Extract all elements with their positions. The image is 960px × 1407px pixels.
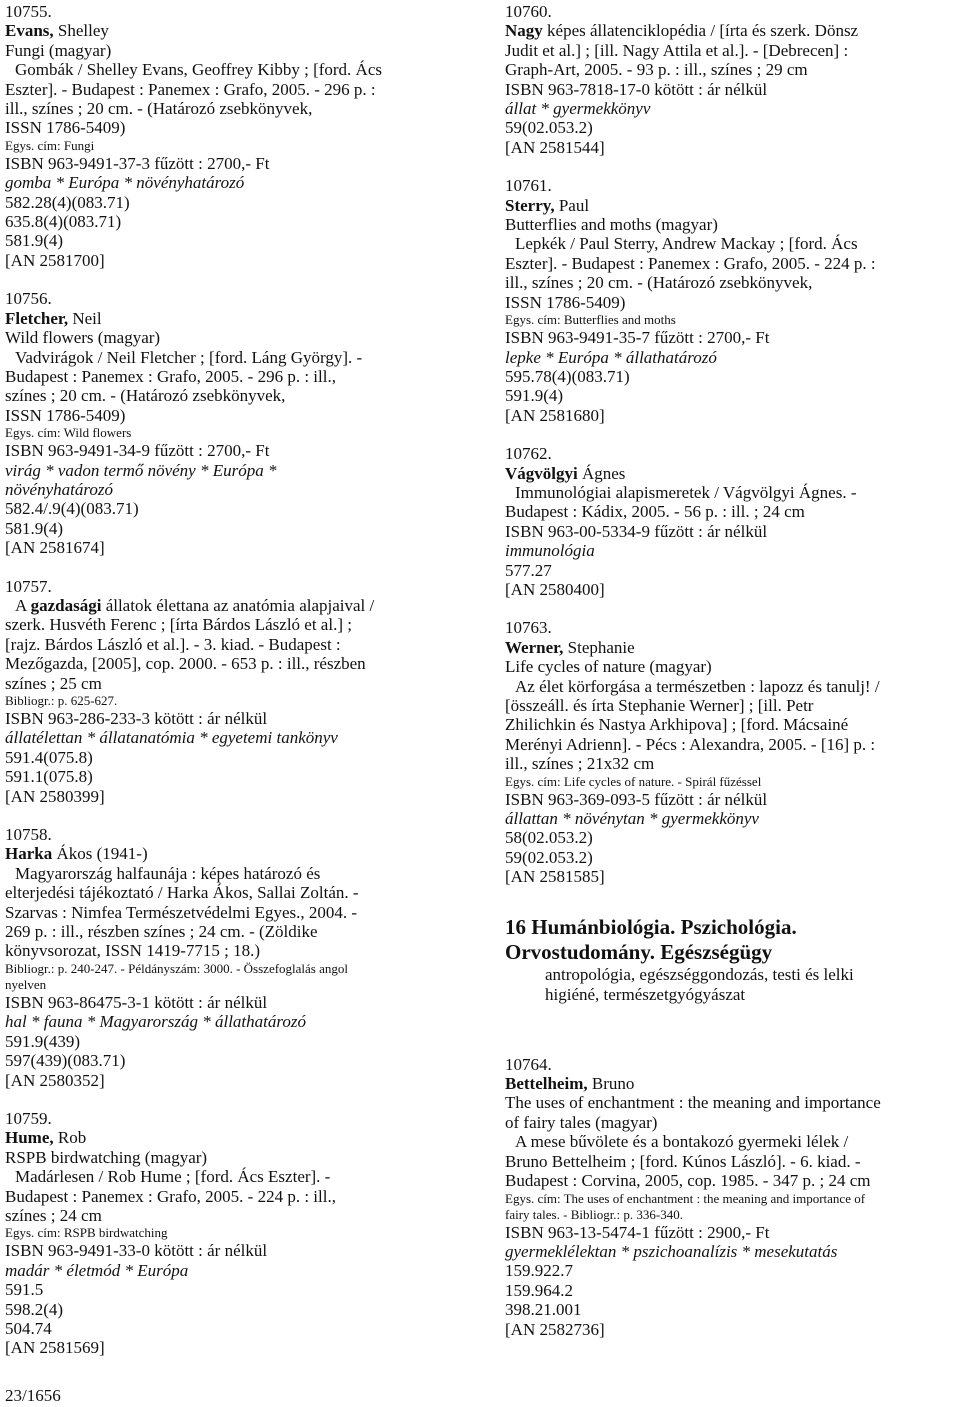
accession-number: [AN 2580400] bbox=[505, 579, 605, 599]
classification: 581.9(4) bbox=[5, 231, 64, 251]
record-10759 bbox=[5, 1109, 465, 1358]
original-title: Wild flowers (magyar) bbox=[5, 328, 161, 348]
subjects: madár * életmód * Európa bbox=[5, 1260, 189, 1280]
record-number: 10764. bbox=[505, 1054, 552, 1074]
record-number: 10755. bbox=[5, 2, 52, 21]
note: Bibliogr.: p. 625-627. bbox=[5, 693, 118, 708]
imprint-line: Graph-Art, 2005. - 93 p. : ill., színes ; 29 cm bbox=[505, 60, 808, 80]
classification: 591.9(439) bbox=[5, 1031, 81, 1051]
imprint-line: Eszter]. - Budapest : Panemex : Grafo, 2005. - 296 p. : bbox=[5, 79, 376, 99]
record-number: 10757. bbox=[5, 576, 52, 596]
imprint-line: Budapest : Panemex : Grafo, 2005. - 296 p. : ill., bbox=[5, 366, 336, 386]
isbn: ISBN 963-00-5334-9 fűzött : ár nélkül bbox=[505, 521, 768, 541]
author: Harka Ákos (1941-) bbox=[5, 844, 148, 864]
isbn: ISBN 963-9491-33-0 kötött : ár nélkül bbox=[5, 1241, 268, 1261]
record-10763 bbox=[505, 618, 957, 886]
subjects: állat * gyermekkönyv bbox=[505, 99, 651, 119]
record-number: 10759. bbox=[5, 1108, 52, 1128]
subjects: immunológia bbox=[505, 541, 595, 561]
note: Egys. cím: Life cycles of nature. - Spirál fűzéssel bbox=[505, 773, 762, 789]
subjects: lepke * Európa * állathatározó bbox=[505, 347, 717, 367]
imprint-line: Budapest : Corvina, 2005, cop. 1985. - 347 p. ; 24 cm bbox=[505, 1171, 871, 1191]
accession-number: [AN 2581585] bbox=[505, 867, 605, 887]
title-line: Magyarország halfaunája : képes határozó és bbox=[15, 863, 321, 883]
accession-number: [AN 2581680] bbox=[505, 405, 605, 425]
page-number: 23/1656 bbox=[5, 1386, 61, 1405]
isbn: ISBN 963-7818-17-0 kötött : ár nélkül bbox=[505, 79, 768, 99]
record-10761 bbox=[505, 176, 957, 425]
imprint-line: ill., színes ; 21x32 cm bbox=[505, 754, 655, 774]
original-title: Fungi (magyar) bbox=[5, 40, 112, 60]
note: nyelven bbox=[5, 976, 47, 992]
subjects: gyermeklélektan * pszichoanalízis * mesekutatás bbox=[505, 1241, 838, 1261]
imprint-line: színes ; 25 cm bbox=[5, 673, 102, 693]
record-number: 10758. bbox=[5, 825, 52, 845]
classification: 635.8(4)(083.71) bbox=[5, 212, 122, 232]
classification: 591.9(4) bbox=[505, 386, 564, 406]
classification: 598.2(4) bbox=[5, 1299, 64, 1319]
classification: 591.4(075.8) bbox=[5, 747, 93, 767]
imprint-line: Merényi Adrienn]. - Pécs : Alexandra, 2005. - [16] p. : bbox=[505, 734, 876, 754]
section-title: Orvostudomány. Egészségügy bbox=[505, 939, 773, 964]
author: Sterry, Paul bbox=[505, 195, 590, 215]
isbn: ISBN 963-286-233-3 kötött : ár nélkül bbox=[5, 709, 268, 728]
isbn: ISBN 963-13-5474-1 fűzött : 2900,- Ft bbox=[505, 1222, 770, 1242]
classification: 58(02.053.2) bbox=[505, 828, 593, 848]
title-line: A mese bűvölete és a bontakozó gyermeki lélek / bbox=[515, 1132, 849, 1152]
accession-number: [AN 2581674] bbox=[5, 538, 105, 558]
note: Egys. cím: Fungi bbox=[5, 137, 95, 153]
title-line: elterjedési tájékoztató / Harka Ákos, Sallai Zoltán. - bbox=[5, 883, 359, 903]
note: Egys. cím: Butterflies and moths bbox=[505, 312, 676, 328]
accession-number: [AN 2581700] bbox=[5, 250, 105, 270]
imprint-line: Szarvas : Nimfea Természetvédelmi Egyes., 2004. - bbox=[5, 902, 358, 922]
note: Egys. cím: The uses of enchantment : the meaning and importance of bbox=[505, 1190, 866, 1206]
note: Bibliogr.: p. 240-247. - Példányszám: 3000. - Összefoglalás angol bbox=[5, 960, 349, 976]
classification: 591.1(075.8) bbox=[5, 767, 93, 787]
subjects: növényhatározó bbox=[5, 479, 113, 499]
accession-number: [AN 2580399] bbox=[5, 786, 105, 806]
imprint-line: Mezőgazda, [2005], cop. 2000. - 653 p. : ill., részben bbox=[5, 654, 366, 674]
record-10764 bbox=[505, 1055, 957, 1339]
original-title: The uses of enchantment : the meaning and importance bbox=[505, 1093, 881, 1113]
original-title: Butterflies and moths (magyar) bbox=[505, 215, 718, 235]
subjects: állattan * növénytan * gyermekkönyv bbox=[505, 809, 759, 829]
record-10758 bbox=[5, 825, 465, 1090]
imprint-line: ISSN 1786-5409) bbox=[5, 405, 126, 425]
classification: 159.964.2 bbox=[505, 1280, 573, 1300]
title-line: szerk. Husvéth Ferenc ; [írta Bárdos László et al.] ; bbox=[5, 615, 352, 635]
author: Vágvölgyi Ágnes bbox=[505, 463, 626, 483]
section-heading bbox=[505, 915, 957, 965]
classification: 504.74 bbox=[5, 1318, 52, 1338]
title-line: Nagy képes állatenciklopédia / [írta és szerk. Dönsz bbox=[505, 21, 859, 41]
subjects: gomba * Európa * növényhatározó bbox=[5, 173, 245, 193]
classification: 577.27 bbox=[505, 560, 552, 580]
record-number: 10761. bbox=[505, 176, 552, 196]
subjects: virág * vadon termő növény * Európa * bbox=[5, 460, 277, 480]
title-line: Az élet körforgása a természetben : lapozz és tanulj! / bbox=[515, 676, 880, 696]
isbn: ISBN 963-369-093-5 fűzött : ár nélkül bbox=[505, 789, 768, 809]
right-column bbox=[505, 2, 957, 1358]
record-10757 bbox=[5, 577, 465, 806]
accession-number: [AN 2581569] bbox=[5, 1338, 105, 1358]
original-title: of fairy tales (magyar) bbox=[505, 1112, 658, 1132]
original-title: RSPB birdwatching (magyar) bbox=[5, 1147, 208, 1167]
accession-number: [AN 2580352] bbox=[5, 1070, 105, 1090]
note: Egys. cím: RSPB birdwatching bbox=[5, 1225, 168, 1241]
note: Egys. cím: Wild flowers bbox=[5, 425, 132, 441]
imprint-line: Budapest : Panemex : Grafo, 2005. - 224 p. : ill., bbox=[5, 1186, 336, 1206]
isbn: ISBN 963-9491-34-9 fűzött : 2700,- Ft bbox=[5, 441, 270, 461]
title-line: Gombák / Shelley Evans, Geoffrey Kibby ; [ford. Ács bbox=[15, 60, 382, 80]
classification: 59(02.053.2) bbox=[505, 847, 593, 867]
author: Evans, Shelley bbox=[5, 21, 109, 41]
title-line: Lepkék / Paul Sterry, Andrew Mackay ; [ford. Ács bbox=[515, 234, 858, 254]
isbn: ISBN 963-86475-3-1 kötött : ár nélkül bbox=[5, 992, 268, 1012]
accession-number: [AN 2581544] bbox=[505, 137, 605, 157]
subjects: hal * fauna * Magyarország * állathatározó bbox=[5, 1012, 306, 1032]
section-title: 16 Humánbiológia. Pszichológia. bbox=[505, 914, 797, 939]
title-line: Zhilichkin és Nastya Arkhipova] ; [ford. Mácsainé bbox=[505, 715, 849, 735]
imprint-line: Budapest : Kádix, 2005. - 56 p. : ill. ; 24 cm bbox=[505, 502, 805, 522]
record-10760 bbox=[505, 2, 957, 157]
section-subtitle: antropológia, egészséggondozás, testi és lelki higiéné, természetgyógyászat bbox=[545, 964, 854, 1004]
record-10756 bbox=[5, 289, 465, 557]
accession-number: [AN 2582736] bbox=[505, 1319, 605, 1339]
subjects: állatélettan * állatanatómia * egyetemi tankönyv bbox=[5, 728, 338, 748]
record-number: 10762. bbox=[505, 444, 552, 464]
imprint-line: 269 p. : ill., részben színes ; 24 cm. - (Zöldike bbox=[5, 922, 318, 942]
record-10755 bbox=[5, 2, 465, 270]
title-line: Judit et al.] ; [ill. Nagy Attila et al.]. - [Debrecen] : bbox=[505, 40, 849, 60]
title-line: Vadvirágok / Neil Fletcher ; [ford. Láng György]. - bbox=[15, 347, 363, 367]
isbn: ISBN 963-9491-37-3 fűzött : 2700,- Ft bbox=[5, 153, 270, 173]
title-line: Bruno Bettelheim ; [ford. Kúnos László]. - 6. kiad. - bbox=[505, 1151, 861, 1171]
record-number: 10760. bbox=[505, 2, 552, 21]
imprint-line: színes ; 24 cm bbox=[5, 1205, 102, 1225]
author: Hume, Rob bbox=[5, 1128, 87, 1148]
note: fairy tales. - Bibliogr.: p. 336-340. bbox=[505, 1206, 684, 1222]
imprint-line: ISSN 1786-5409) bbox=[5, 118, 126, 138]
title-line: Madárlesen / Rob Hume ; [ford. Ács Eszter]. - bbox=[15, 1167, 331, 1187]
author: Fletcher, Neil bbox=[5, 308, 102, 328]
imprint-line: ISSN 1786-5409) bbox=[505, 292, 626, 312]
imprint-line: ill., színes ; 20 cm. - (Határozó zsebkönyvek, bbox=[505, 273, 813, 293]
record-10762 bbox=[505, 444, 957, 599]
classification: 595.78(4)(083.71) bbox=[505, 366, 630, 386]
imprint-line: Eszter]. - Budapest : Panemex : Grafo, 2005. - 224 p. : bbox=[505, 253, 876, 273]
classification: 591.5 bbox=[5, 1280, 44, 1300]
classification: 159.922.7 bbox=[505, 1261, 573, 1281]
author: Werner, Stephanie bbox=[505, 637, 635, 657]
record-number: 10756. bbox=[5, 289, 52, 309]
classification: 582.4/.9(4)(083.71) bbox=[5, 499, 139, 519]
original-title: Life cycles of nature (magyar) bbox=[505, 657, 712, 677]
classification: 59(02.053.2) bbox=[505, 118, 593, 138]
record-number: 10763. bbox=[505, 618, 552, 638]
imprint-line: színes ; 20 cm. - (Határozó zsebkönyvek, bbox=[5, 386, 286, 406]
title-line: Immunológiai alapismeretek / Vágvölgyi Ágnes. - bbox=[515, 482, 857, 502]
imprint-line: ill., színes ; 20 cm. - (Határozó zsebkönyvek, bbox=[5, 99, 313, 119]
imprint-line: könyvsorozat, ISSN 1419-7715 ; 18.) bbox=[5, 941, 260, 961]
title-line: A gazdasági állatok élettana az anatómia alapjaival / bbox=[15, 595, 375, 615]
classification: 398.21.001 bbox=[505, 1300, 582, 1320]
imprint-line: [rajz. Bárdos László et al.]. - 3. kiad. - Budapest : bbox=[5, 634, 341, 654]
classification: 597(439)(083.71) bbox=[5, 1051, 126, 1071]
author: Bettelheim, Bruno bbox=[505, 1074, 635, 1094]
classification: 581.9(4) bbox=[5, 518, 64, 538]
title-line: [összeáll. és írta Stephanie Werner] ; [ill. Petr bbox=[505, 696, 814, 715]
isbn: ISBN 963-9491-35-7 fűzött : 2700,- Ft bbox=[505, 328, 770, 348]
left-column bbox=[5, 2, 465, 1377]
classification: 582.28(4)(083.71) bbox=[5, 192, 130, 212]
